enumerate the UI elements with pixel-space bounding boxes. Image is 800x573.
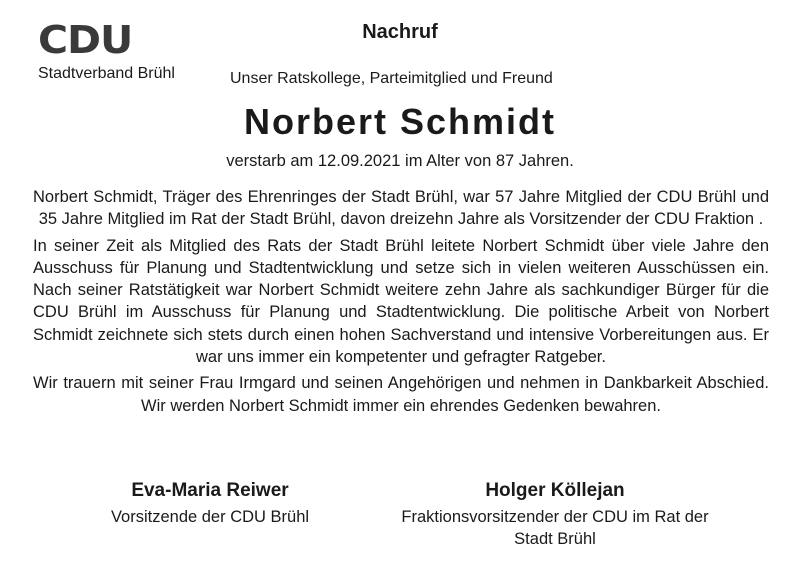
- death-notice: verstarb am 12.09.2021 im Alter von 87 Jahren.: [226, 152, 574, 170]
- paragraph: In seiner Zeit als Mitglied des Rats der Stadt Brühl leitete Norbert Schmidt über viele Jahre den Ausschuss für Planung und Stadtentwicklung und setze sich in vielen weiteren Ausschüssen ein. Nach seiner Ratstätigkeit war Norbert Schmidt weitere zehn Jahre als sachkundiger Bürger für die CDU Brühl im Ausschuss für Planung und Stadtentwicklung. Die politische Arbeit von Norbert Schmidt zeichnete sich stets durch einen hohen Sachverstand und intensive Vorbereitungen aus. Er war uns immer ein kompetenter und gefragter Ratgeber.: [33, 236, 769, 367]
- obituary-title: Nachruf: [362, 21, 438, 43]
- signatory-role: Vorsitzende der CDU Brühl: [110, 508, 310, 526]
- signatory-role: Fraktionsvorsitzender der CDU im Rat der Stadt Brühl: [401, 508, 709, 548]
- signatory-name: Holger Köllejan: [485, 480, 625, 501]
- obituary-body: [33, 186, 769, 421]
- paragraph: Norbert Schmidt, Träger des Ehrenringes der Stadt Brühl, war 57 Jahre Mitglied der CDU Brühl und 35 Jahre Mitglied im Rat der Stadt Brühl, davon dreizehn Jahre als Vorsitzender der CDU Fraktion .: [33, 188, 769, 229]
- deceased-name: Norbert Schmidt: [243, 101, 557, 142]
- logo-mark: CDU: [38, 18, 133, 62]
- intro-line: Unser Ratskollege, Parteimitglied und Freund: [230, 70, 553, 87]
- signatory: [80, 478, 340, 528]
- signatory-name: Eva-Maria Reiwer: [131, 480, 289, 501]
- signatory: [380, 478, 730, 550]
- logo-subtitle: Stadtverband Brühl: [38, 65, 175, 82]
- paragraph: Wir trauern mit seiner Frau Irmgard und seinen Angehörigen und nehmen in Dankbarkeit Abschied. Wir werden Norbert Schmidt immer ein ehrendes Gedenken bewahren.: [33, 374, 769, 415]
